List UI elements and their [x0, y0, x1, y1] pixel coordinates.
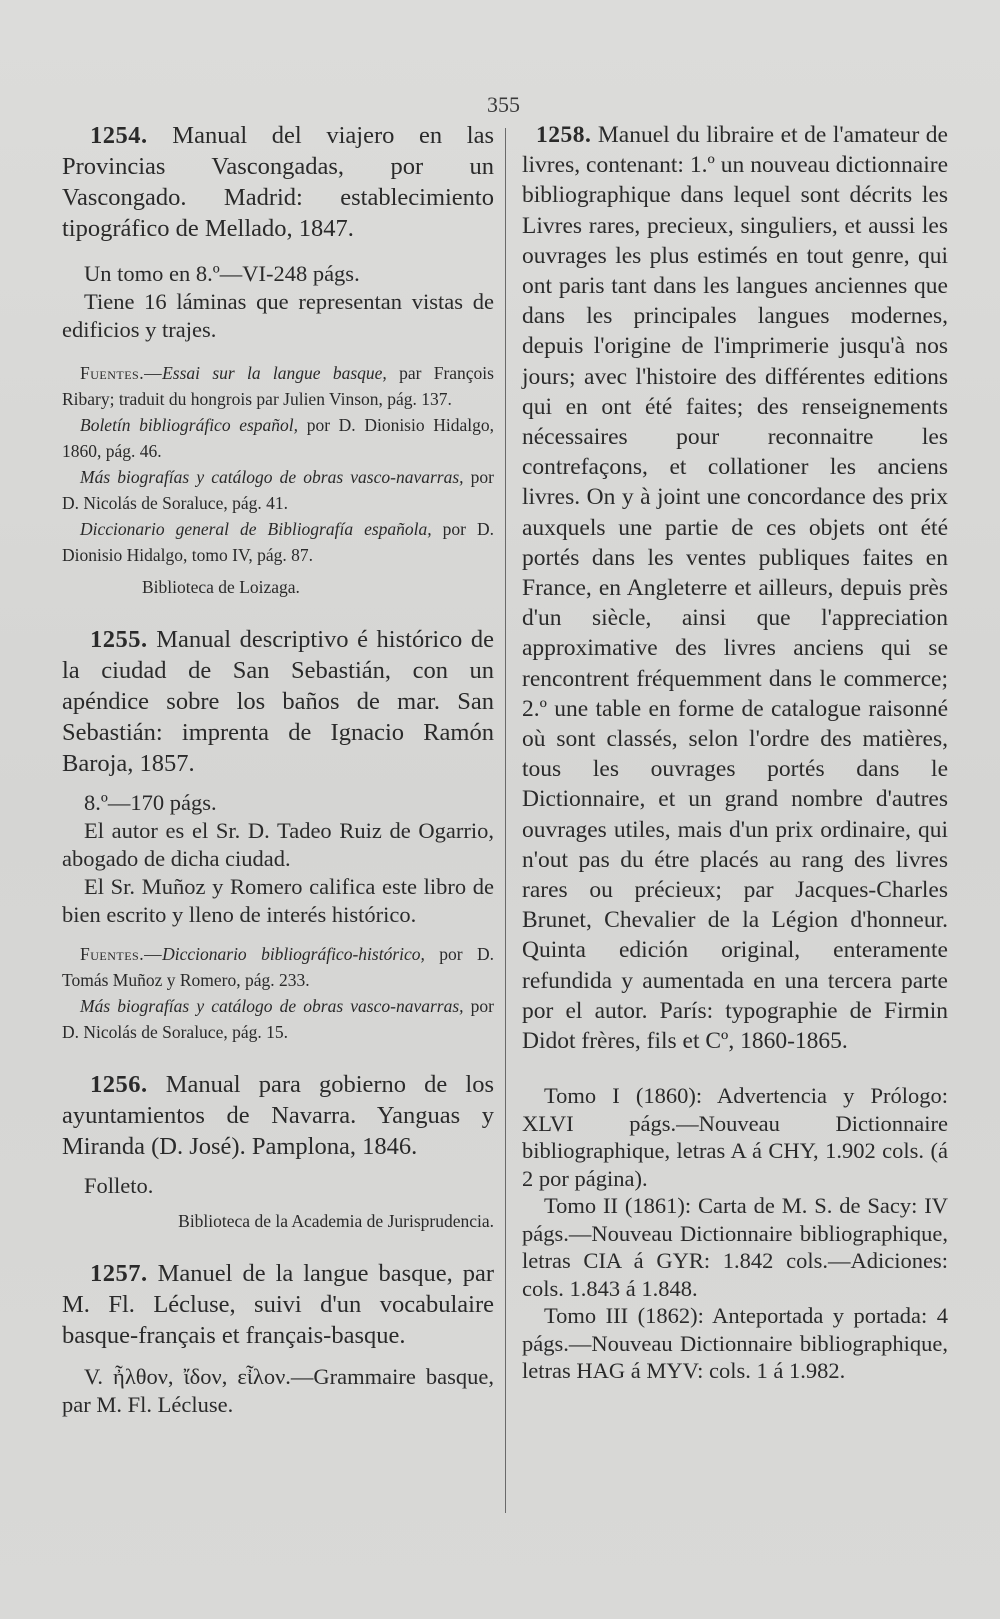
entry-number: 1258.: [536, 122, 592, 148]
source-detail: por D. Dionisio Hidalgo, tomo IV, pág. 87.: [62, 519, 495, 565]
page-number: 355: [487, 92, 520, 117]
entry-number: 1254.: [90, 122, 148, 149]
entry-title: [62, 1258, 494, 1351]
entry-title-text: Manual para gobierno de los ayuntamientos de Navarra. Yanguas y Miranda (D. José). Pamplona, 1846.: [62, 1071, 495, 1160]
source-title: Más biografías y catálogo de obras vasco-navarras,: [80, 996, 464, 1016]
source-title: Boletín bibliográfico español,: [80, 415, 299, 435]
left-column: [62, 120, 494, 1419]
sources-lead: Fuentes.—: [80, 944, 163, 964]
entry-1257: [62, 1258, 494, 1419]
entry-1255: [62, 624, 494, 1045]
entry-1254: [62, 120, 494, 600]
source-item: [62, 360, 494, 412]
source-item: [62, 464, 494, 516]
entry-title: [62, 624, 494, 779]
entry-note: El autor es el Sr. D. Tadeo Ruiz de Ogarrio, abogado de dicha ciudad.: [62, 818, 494, 871]
entry-note: Folleto.: [84, 1173, 154, 1198]
entry-title-text: Manual descriptivo é histórico de la ciudad de San Sebastián, con un apéndice sobre los baños de mar. San Sebastián: imprenta de Ignacio Ramón Baroja, 1857.: [62, 626, 494, 777]
source-title: Essai sur la langue basque,: [162, 363, 387, 383]
entry-note: El Sr. Muñoz y Romero califica este libro de bien escrito y lleno de interés histórico.: [62, 874, 494, 927]
source-detail: por D. Nicolás de Soraluce, pág. 15.: [62, 996, 494, 1042]
entry-note: Tiene 16 láminas que representan vistas de edificios y trajes.: [62, 289, 494, 342]
source-title: Más biografías y catálogo de obras vasco-navarras,: [80, 467, 464, 487]
sources-lead: Fuentes.—: [80, 363, 163, 383]
source-detail: par François Ribary; traduit du hongrois par Julien Vinson, pág. 137.: [62, 363, 494, 409]
right-column: [522, 120, 948, 1385]
library-location: Biblioteca de la Academia de Jurisprudencia.: [178, 1211, 494, 1231]
entry-note: 8.º—170 págs.: [84, 790, 217, 815]
source-item: [62, 941, 494, 993]
entry-note: Un tomo en 8.º—VI-248 págs.: [84, 261, 360, 286]
entry-title-text: Manual del viajero en las Provincias Vascongadas, por un Vascongado. Madrid: establecimiento tipográfico de Mellado, 1847.: [62, 122, 495, 242]
source-item: [62, 412, 494, 464]
entry-title: [62, 1069, 494, 1162]
volume-note: Tomo III (1862): Anteportada y portada: 4 págs.—Nouveau Dictionnaire bibliographique, letras HAG á MYV: cols. 1 á 1.982.: [522, 1303, 948, 1384]
entry-number: 1257.: [90, 1260, 148, 1287]
entry-number: 1256.: [90, 1071, 148, 1098]
column-divider: [505, 128, 506, 1513]
entry-1256: [62, 1069, 494, 1234]
entry-number: 1255.: [90, 626, 148, 653]
source-detail: por D. Nicolás de Soraluce, pág. 41.: [62, 467, 494, 513]
entry-title-text: Manuel du libraire et de l'amateur de livres, contenant: 1.º un nouveau dictionnaire bibliographique dans lequel sont décrits les Livres rares, precieux, singuliers, et aussi les ouvrages les plus estimés en tout genre, qui ont paris tant dans les langues anciennes que dans les principales langues modernes, depuis l'origine de l'imprimerie jusqu'à nos jours; avec l'histoire des différentes editions qui en ont été faites; des renseignements nécessaires pour reconnaitre les contrefaçons, et collationer les anciens livres. On y à joint une concordance des prix auxquels une partie de ces objets ont été portés dans les ventes publiques faites en France, en Angleterre et ailleurs, depuis près d'un siècle, ainsi que l'appreciation approximative des livres anciens qui se rencontrent fréquemment dans le commerce; 2.º une table en forme de catalogue raisonné où sont classés, selon l'ordre des matières, tous les ouvrages portés dans le Dictionnaire, et un grand nombre d'autres ouvrages utiles, mais d'un prix ordinaire, qui n'out pas du étre placés au rang des livres rares ou précieux; par Jacques-Charles Brunet, Chevalier de la Légion d'honneur. Quinta edición original, enteramente refundida y aumentada en una tercera parte por el autor. París: typographie de Firmin Didot frères, fils et Cº, 1860-1865.: [522, 122, 948, 1055]
entry-note: V. ἦλθον, ἴδον, εἶλον.—Grammaire basque, par M. Fl. Lécluse.: [62, 1364, 494, 1417]
library-location: Biblioteca de Loizaga.: [142, 577, 300, 597]
entry-title: [522, 120, 948, 1056]
source-title: Diccionario bibliográfico-histórico,: [162, 944, 425, 964]
volume-note: Tomo I (1860): Advertencia y Prólogo: XLVI págs.—Nouveau Dictionnaire bibliographique, letras A á CHY, 1.902 cols. (á 2 por página).: [522, 1083, 948, 1191]
entry-1258: [522, 120, 948, 1385]
source-title: Diccionario general de Bibliografía española,: [80, 519, 432, 539]
entry-title: [62, 120, 494, 244]
volume-note: Tomo II (1861): Carta de M. S. de Sacy: IV págs.—Nouveau Dictionnaire bibliographique, letras CIA á GYR: 1.842 cols.—Adiciones: cols. 1.843 á 1.848.: [522, 1193, 948, 1301]
source-item: [62, 993, 494, 1045]
source-detail: por D. Tomás Muñoz y Romero, pág. 233.: [62, 944, 495, 990]
source-item: [62, 516, 494, 568]
entry-title-text: Manuel de la langue basque, par M. Fl. Lécluse, suivi d'un vocabulaire basque-français et français-basque.: [62, 1260, 494, 1349]
source-detail: por D. Dionisio Hidalgo, 1860, pág. 46.: [62, 415, 494, 461]
